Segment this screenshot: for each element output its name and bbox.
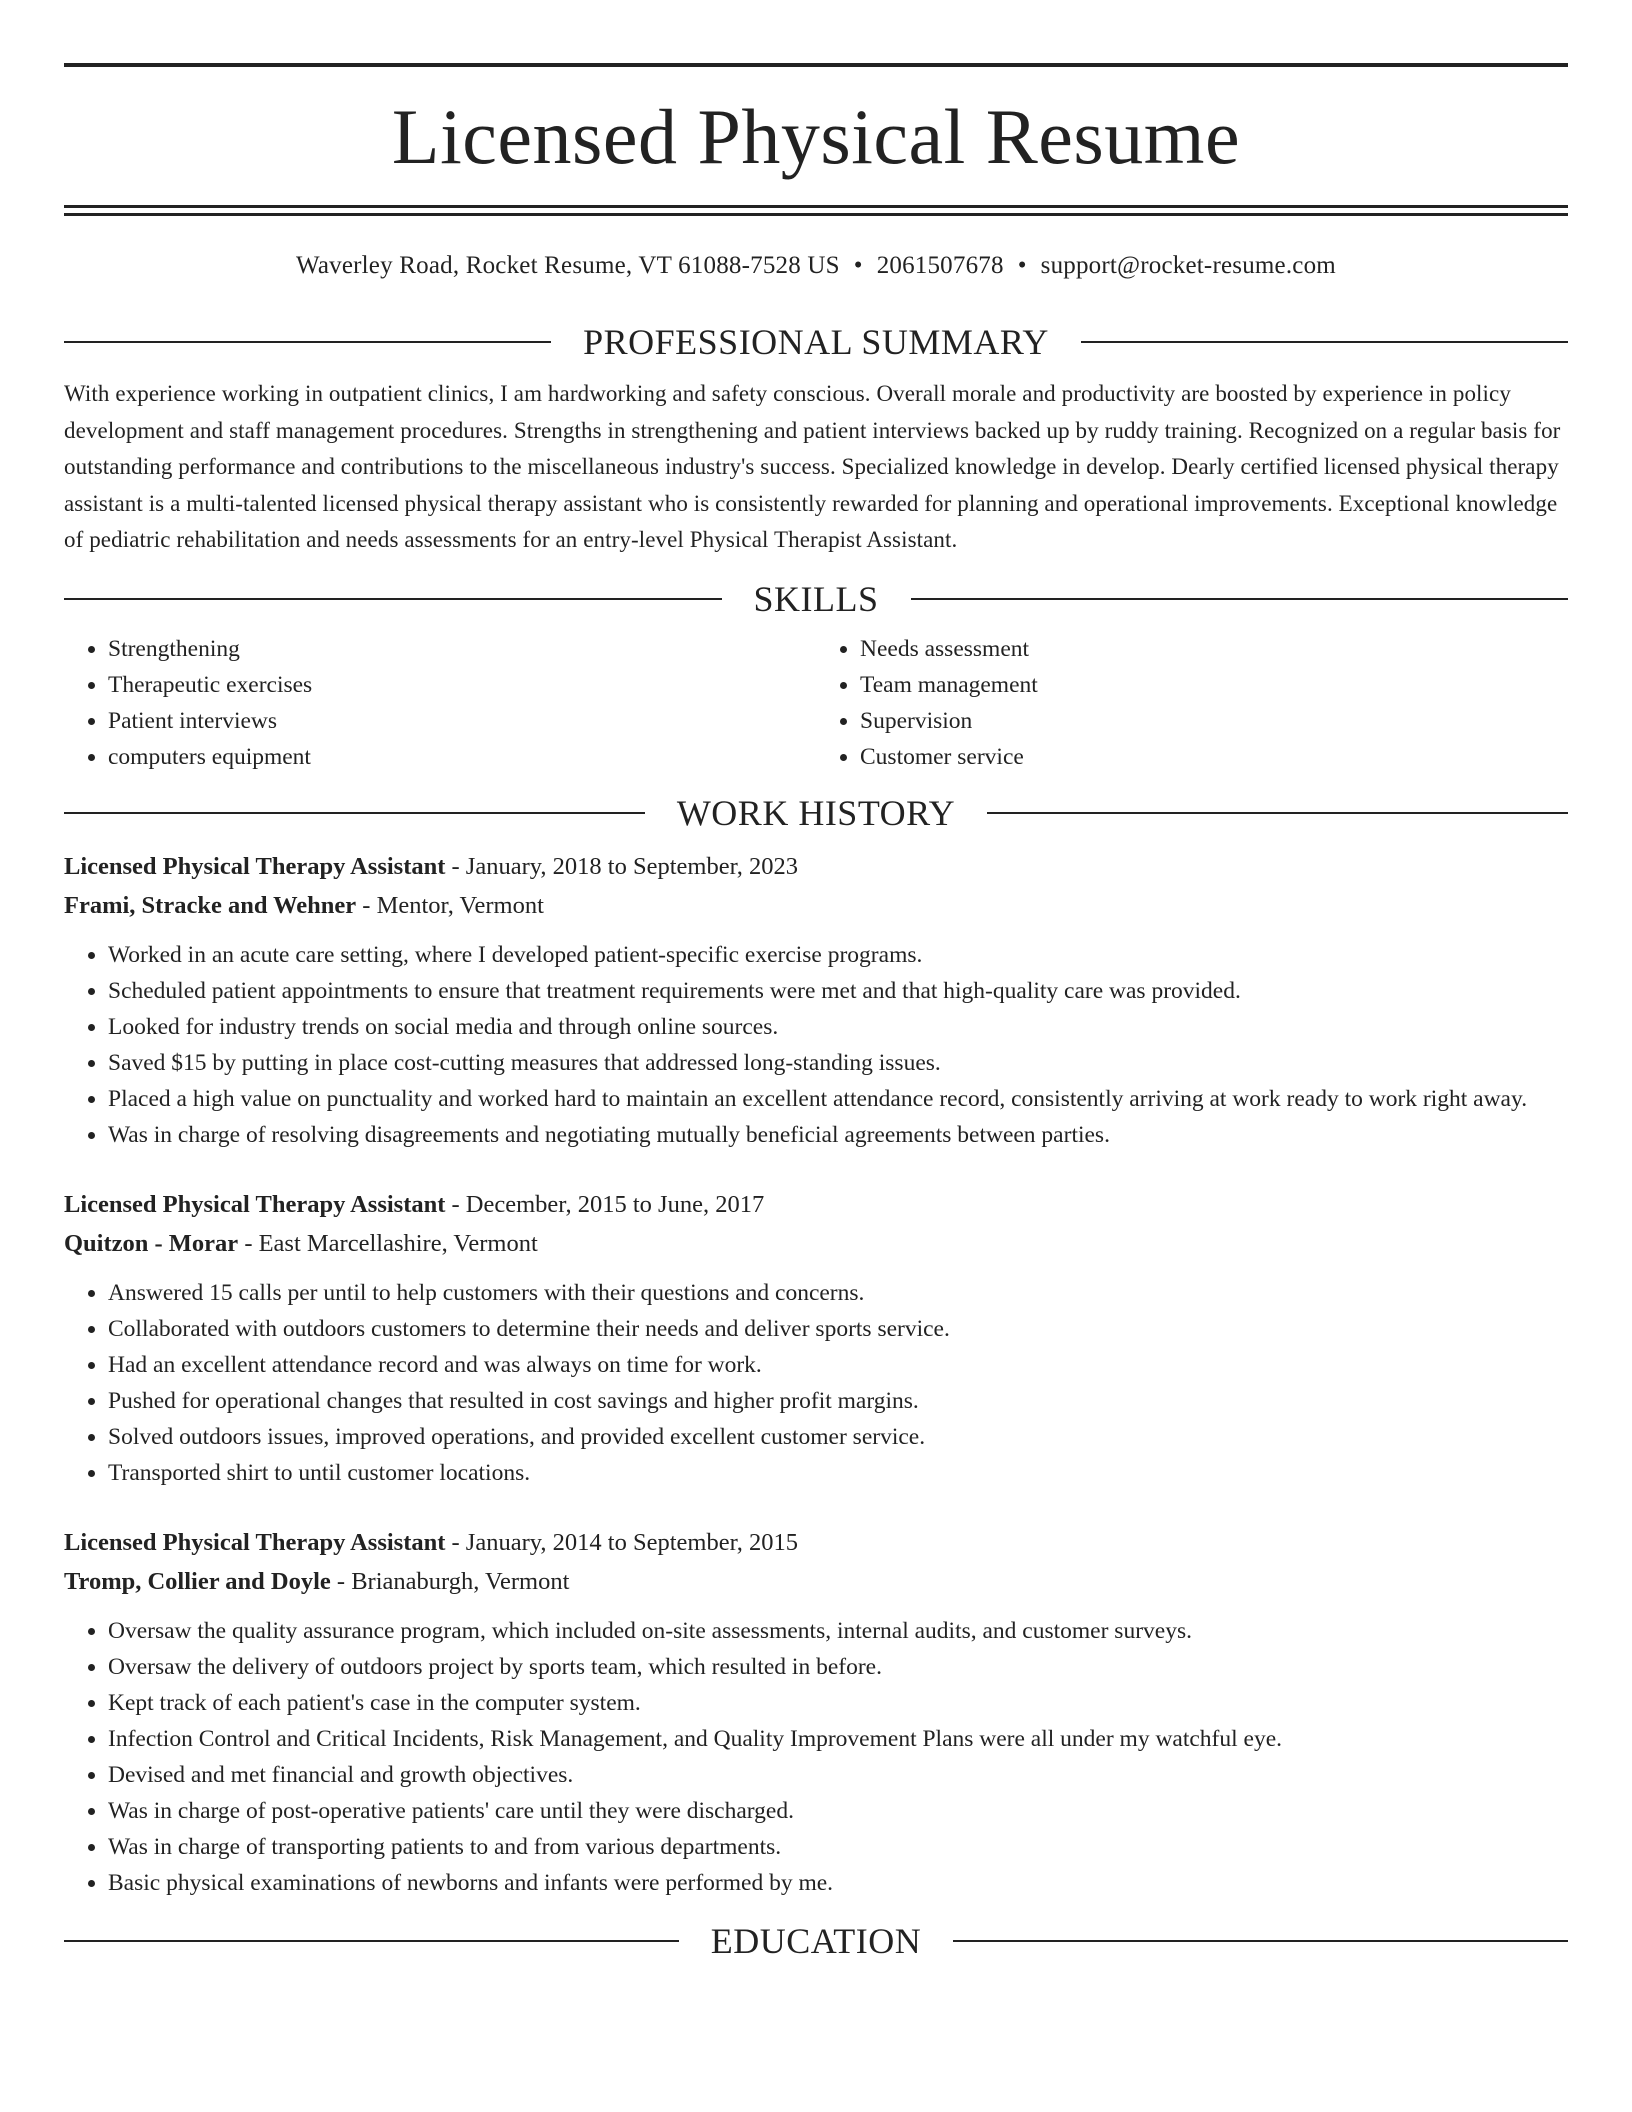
section-title: PROFESSIONAL SUMMARY — [583, 322, 1049, 362]
skill-item: • Supervision — [860, 703, 1568, 739]
section-title: EDUCATION — [710, 1920, 922, 1961]
heading-rule — [1081, 341, 1568, 343]
job-company-line — [64, 1224, 1568, 1263]
skill-item: • Needs assessment — [860, 631, 1568, 667]
resume-page — [64, 0, 1568, 1963]
job-bullet: • Solved outdoors issues, improved operations, and provided excellent customer service. — [108, 1419, 1568, 1455]
job-company: Tromp, Collier and Doyle — [64, 1567, 331, 1595]
job-company: Frami, Stracke and Wehner — [64, 891, 357, 919]
skill-item: • Team management — [860, 667, 1568, 703]
job-bullet: • Scheduled patient appointments to ensure that treatment requirements were met and that high-quality care was provided. — [108, 973, 1568, 1009]
job-title: Licensed Physical Therapy Assistant — [64, 852, 446, 880]
skill-item: • Therapeutic exercises — [108, 667, 816, 703]
skills-list — [64, 631, 1568, 775]
job-title-line — [64, 847, 1568, 886]
job-entry — [64, 847, 1568, 1153]
heading-rule — [64, 341, 551, 343]
job-bullet: • Oversaw the delivery of outdoors project by sports team, which resulted in before. — [108, 1649, 1568, 1685]
skills-column-right — [816, 631, 1568, 775]
heading-rule — [64, 1940, 679, 1942]
job-company: Quitzon - Morar — [64, 1229, 239, 1257]
skills-column-left — [64, 631, 816, 775]
job-title-line — [64, 1523, 1568, 1562]
skill-item: • Patient interviews — [108, 703, 816, 739]
job-entry — [64, 1523, 1568, 1901]
heading-rule — [953, 1940, 1568, 1942]
resume-title: Licensed Physical Resume — [391, 93, 1241, 180]
job-dates: - January, 2014 to September, 2015 — [445, 1528, 798, 1556]
job-dates: - December, 2015 to June, 2017 — [445, 1190, 765, 1218]
job-bullet: • Had an excellent attendance record and was always on time for work. — [108, 1347, 1568, 1383]
job-entry — [64, 1185, 1568, 1491]
job-bullet: • Transported shirt to until customer locations. — [108, 1455, 1568, 1491]
section-heading-work — [64, 791, 1568, 835]
section-heading-skills — [64, 577, 1568, 621]
job-title: Licensed Physical Therapy Assistant — [64, 1528, 446, 1556]
job-bullet: • Collaborated with outdoors customers to determine their needs and deliver sports service. — [108, 1311, 1568, 1347]
skill-item: • Customer service — [860, 739, 1568, 775]
heading-rule — [987, 812, 1568, 814]
job-location: - Brianaburgh, Vermont — [330, 1567, 570, 1595]
job-dates: - January, 2018 to September, 2023 — [445, 852, 798, 880]
job-bullet: • Worked in an acute care setting, where I developed patient-specific exercise programs. — [108, 937, 1568, 973]
job-company-line — [64, 886, 1568, 925]
top-rule — [64, 63, 1568, 67]
job-bullet: • Was in charge of transporting patients to and from various departments. — [108, 1829, 1568, 1865]
title-double-rule — [64, 205, 1568, 216]
job-bullet: • Infection Control and Critical Incidents, Risk Management, and Quality Improvement Plans were all under my watchful eye. — [108, 1721, 1568, 1757]
section-heading-summary — [64, 320, 1568, 364]
skill-item: • Strengthening — [108, 631, 816, 667]
job-bullet: • Was in charge of post-operative patients' care until they were discharged. — [108, 1793, 1568, 1829]
job-bullets — [64, 1275, 1568, 1491]
contact-phone: 2061507678 — [876, 252, 1004, 279]
job-bullet: • Was in charge of resolving disagreements and negotiating mutually beneficial agreements between parties. — [108, 1117, 1568, 1153]
heading-rule — [64, 598, 722, 600]
job-bullet: • Pushed for operational changes that resulted in cost savings and higher profit margins. — [108, 1383, 1568, 1419]
section-title: SKILLS — [753, 578, 879, 619]
contact-email: support@rocket-resume.com — [1040, 252, 1336, 279]
section-title: WORK HISTORY — [676, 792, 956, 833]
job-bullet: • Devised and met financial and growth objectives. — [108, 1757, 1568, 1793]
job-bullet: • Basic physical examinations of newborns and infants were performed by me. — [108, 1865, 1568, 1901]
job-bullets — [64, 1613, 1568, 1901]
job-company-line — [64, 1562, 1568, 1601]
job-bullet: • Oversaw the quality assurance program, which included on-site assessments, internal audits, and customer surveys. — [108, 1613, 1568, 1649]
heading-rule — [64, 812, 645, 814]
job-bullet: • Answered 15 calls per until to help customers with their questions and concerns. — [108, 1275, 1568, 1311]
contact-separator: • — [853, 252, 863, 279]
summary-text: With experience working in outpatient clinics, I am hardworking and safety conscious. Overall morale and productivity are boosted by experience in policy development and staff management procedures. Strengths in strengthening and patient interviews backed up by ruddy training. Recognized on a regular basis for outstanding performance and contributions to the miscellaneous industry's success. Specialized knowledge in develop. Dearly certified licensed physical therapy assistant is a multi-talented licensed physical therapy assistant who is consistently rewarded for planning and operational improvements. Exceptional knowledge of pediatric rehabilitation and needs assessments for an entry-level Physical Therapist Assistant. — [64, 381, 1561, 552]
contact-line — [64, 250, 1568, 282]
job-bullets — [64, 937, 1568, 1153]
section-heading-education — [64, 1919, 1568, 1963]
job-title-line — [64, 1185, 1568, 1224]
job-bullet: • Kept track of each patient's case in the computer system. — [108, 1685, 1568, 1721]
contact-address: Waverley Road, Rocket Resume, VT 61088-7528 US — [296, 252, 840, 279]
contact-separator: • — [1017, 252, 1027, 279]
job-bullet: • Saved $15 by putting in place cost-cutting measures that addressed long-standing issues. — [108, 1045, 1568, 1081]
job-location: - Mentor, Vermont — [356, 891, 544, 919]
skill-item: • computers equipment — [108, 739, 816, 775]
job-title: Licensed Physical Therapy Assistant — [64, 1190, 446, 1218]
job-bullet: • Looked for industry trends on social media and through online sources. — [108, 1009, 1568, 1045]
job-bullet: • Placed a high value on punctuality and worked hard to maintain an excellent attendance record, consistently arriving at work ready to work right away. — [108, 1081, 1568, 1117]
heading-rule — [911, 598, 1569, 600]
job-location: - East Marcellashire, Vermont — [238, 1229, 538, 1257]
